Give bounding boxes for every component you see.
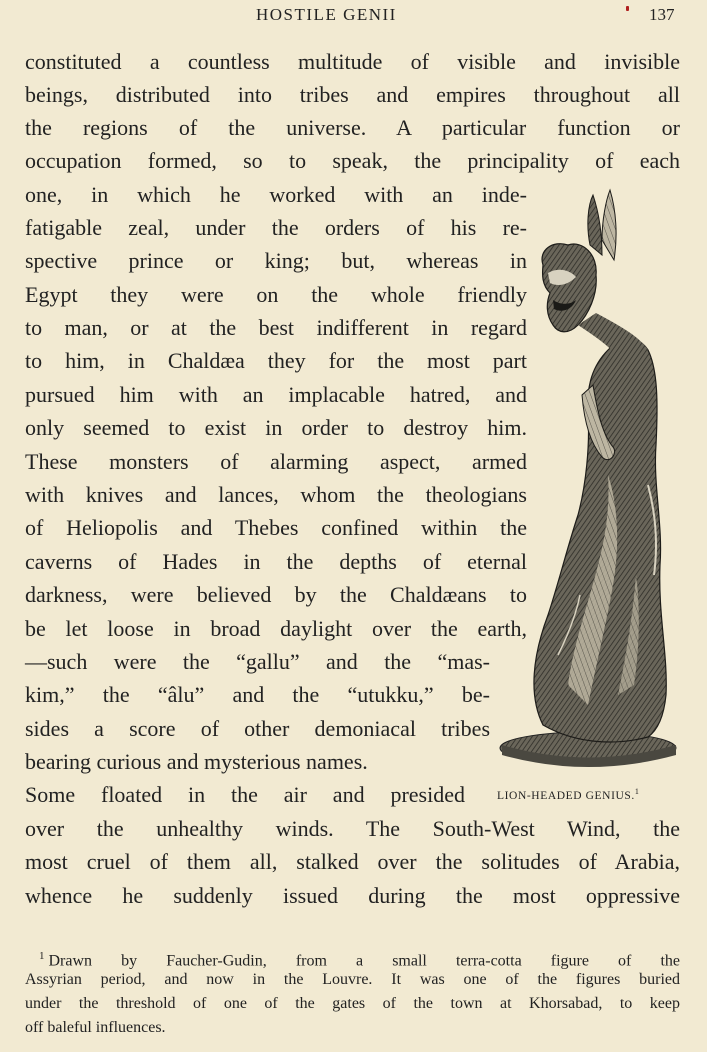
running-head xyxy=(0,5,707,29)
body-line: one, in which he worked with an inde- xyxy=(25,182,527,207)
body-line: These monsters of alarming aspect, armed xyxy=(25,449,527,474)
figure-caption xyxy=(497,787,640,802)
body-line: of Heliopolis and Thebes confined within the xyxy=(25,515,527,540)
body-line: most cruel of them all, stalked over the solitudes of Arabia, xyxy=(25,849,680,874)
body-line: Egypt they were on the whole friendly xyxy=(25,282,527,307)
lion-headed-genius-illustration xyxy=(498,185,683,780)
body-line: beings, distributed into tribes and empires throughout all xyxy=(25,82,680,107)
body-line: to him, in Chaldæa they for the most part xyxy=(25,348,527,373)
footnote-line: under the threshold of one of the gates of the town at Khorsabad, to keep xyxy=(25,995,680,1012)
body-line: fatigable zeal, under the orders of his re- xyxy=(25,215,527,240)
caption-footnote-ref: 1 xyxy=(634,787,640,796)
body-line: constituted a countless multitude of visible and invisible xyxy=(25,49,680,74)
footnote-marker: 1 xyxy=(39,950,45,962)
body-line: bearing curious and mysterious names. xyxy=(25,749,368,774)
body-line: —such were the “gallu” and the “mas- xyxy=(25,649,490,674)
body-line: whence he suddenly issued during the most oppressive xyxy=(25,883,680,908)
body-line: over the unhealthy winds. The South-West Wind, the xyxy=(25,816,680,841)
body-line: to man, or at the best indifferent in regard xyxy=(25,315,527,340)
body-line: darkness, were believed by the Chaldæans to xyxy=(25,582,527,607)
body-line: be let loose in broad daylight over the earth, xyxy=(25,616,527,641)
footnote-line: off baleful influences. xyxy=(25,1019,166,1036)
body-line: only seemed to exist in order to destroy him. xyxy=(25,415,527,440)
ink-mark xyxy=(626,6,629,11)
body-line: pursued him with an implacable hatred, and xyxy=(25,382,527,407)
body-line: kim,” the “âlu” and the “utukku,” be- xyxy=(25,682,490,707)
body-line: with knives and lances, whom the theologians xyxy=(25,482,527,507)
footnote-line xyxy=(25,945,680,970)
footnote-line: Assyrian period, and now in the Louvre. It was one of the figures buried xyxy=(25,971,680,988)
body-line: caverns of Hades in the depths of eternal xyxy=(25,549,527,574)
body-line: sides a score of other demoniacal tribes xyxy=(25,716,490,741)
page-number: 137 xyxy=(649,5,675,24)
body-line: spective prince or king; but, whereas in xyxy=(25,248,527,273)
body-line: occupation formed, so to speak, the principality of each xyxy=(25,148,680,173)
body-line: the regions of the universe. A particular function or xyxy=(25,115,680,140)
footnote-line-text: Drawn by Faucher-Gudin, from a small terra-cotta figure of the xyxy=(48,952,680,970)
caption-text: LION-HEADED GENIUS. xyxy=(497,789,635,802)
body-line: Some floated in the air and presided xyxy=(25,782,465,807)
running-title: HOSTILE GENII xyxy=(256,5,397,24)
